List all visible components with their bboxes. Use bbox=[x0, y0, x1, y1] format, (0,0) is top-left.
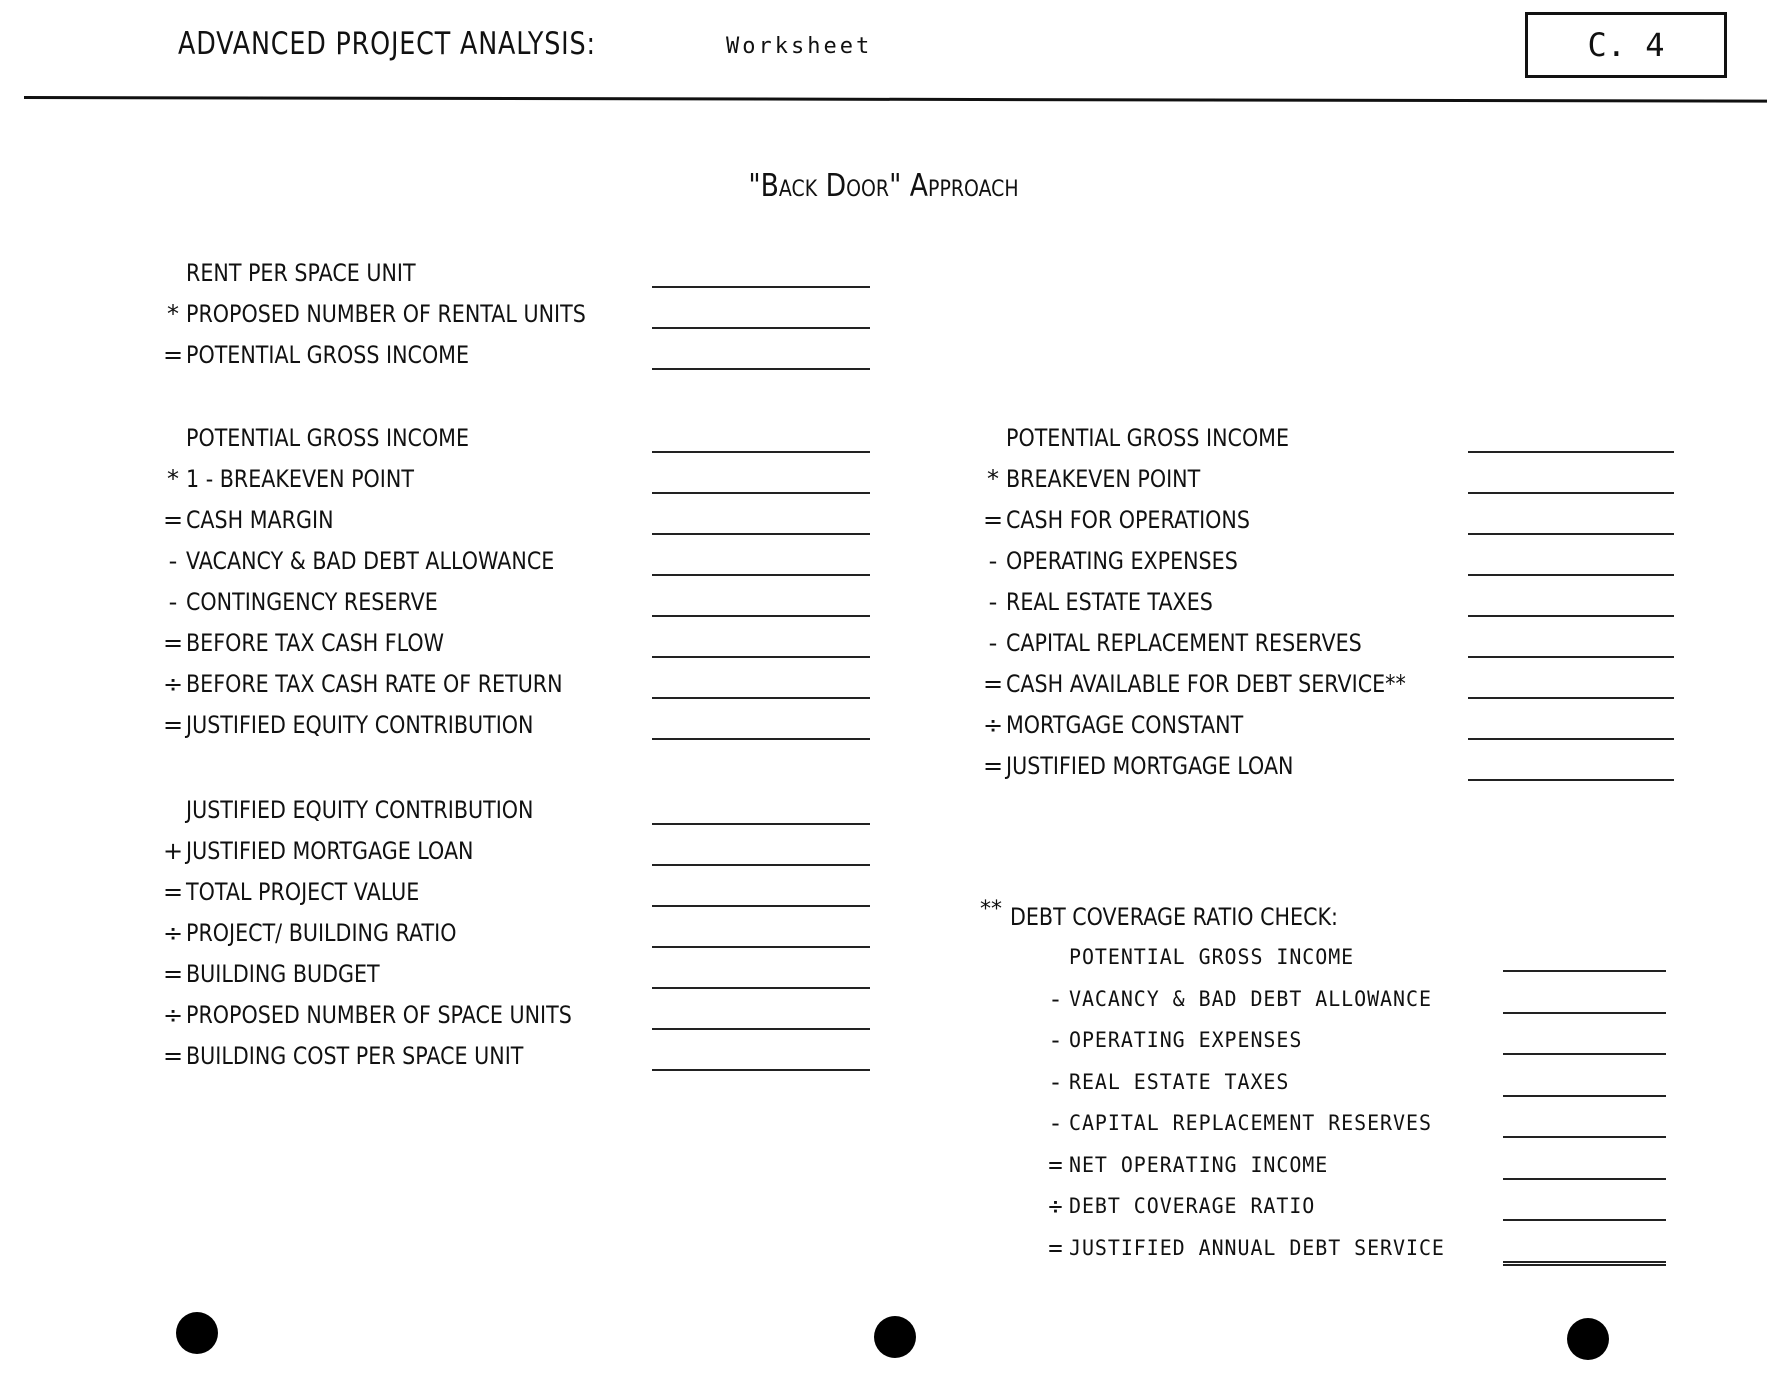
worksheet-row bbox=[160, 667, 624, 701]
row-operator: - bbox=[168, 547, 178, 575]
entry-blank-line[interactable] bbox=[652, 533, 870, 535]
row-operator: - bbox=[1048, 1109, 1064, 1137]
worksheet-row bbox=[1043, 1106, 1451, 1140]
page-code-box bbox=[1525, 12, 1727, 78]
entry-blank-line[interactable] bbox=[652, 615, 870, 617]
entry-blank-line[interactable] bbox=[652, 697, 870, 699]
row-label: POTENTIAL GROSS INCOME bbox=[186, 424, 470, 452]
row-label: BEFORE TAX CASH RATE OF RETURN bbox=[186, 670, 563, 698]
row-label: CASH AVAILABLE FOR DEBT SERVICE** bbox=[1006, 670, 1406, 698]
worksheet-row bbox=[160, 957, 411, 991]
row-operator: ÷ bbox=[162, 1001, 184, 1029]
worksheet-row bbox=[160, 708, 590, 742]
row-operator: ÷ bbox=[1048, 1192, 1064, 1220]
row-label: OPERATING EXPENSES bbox=[1069, 1028, 1303, 1052]
binder-hole-left bbox=[176, 1312, 218, 1354]
row-operator: ÷ bbox=[162, 670, 184, 698]
entry-blank-line[interactable] bbox=[652, 1069, 870, 1071]
row-label: POTENTIAL GROSS INCOME bbox=[1069, 945, 1355, 969]
entry-blank-line[interactable] bbox=[652, 656, 870, 658]
row-label: BREAKEVEN POINT bbox=[1006, 465, 1201, 493]
entry-blank-line[interactable] bbox=[652, 492, 870, 494]
entry-blank-line[interactable] bbox=[1468, 615, 1674, 617]
row-operator: - bbox=[168, 588, 178, 616]
entry-blank-line[interactable] bbox=[652, 946, 870, 948]
row-operator: ÷ bbox=[982, 711, 1004, 739]
worksheet-row bbox=[1043, 982, 1451, 1016]
worksheet-row bbox=[160, 338, 515, 372]
worksheet-row bbox=[1043, 1065, 1301, 1099]
worksheet-row bbox=[980, 626, 1420, 660]
row-label: PROJECT/ BUILDING RATIO bbox=[186, 919, 457, 947]
row-operator: * bbox=[987, 465, 999, 493]
entry-blank-line[interactable] bbox=[652, 574, 870, 576]
entry-blank-line[interactable] bbox=[1468, 533, 1674, 535]
header-subtitle: Worksheet bbox=[726, 34, 873, 59]
row-operator: - bbox=[1048, 1026, 1064, 1054]
row-operator: - bbox=[988, 547, 998, 575]
entry-blank-line[interactable] bbox=[652, 368, 870, 370]
entry-blank-line[interactable] bbox=[1468, 492, 1674, 494]
worksheet-row bbox=[160, 256, 453, 290]
entry-blank-line[interactable] bbox=[652, 451, 870, 453]
worksheet-row bbox=[980, 585, 1247, 619]
row-label: CAPITAL REPLACEMENT RESERVES bbox=[1069, 1111, 1432, 1135]
row-label: OPERATING EXPENSES bbox=[1006, 547, 1238, 575]
row-label: JUSTIFIED MORTGAGE LOAN bbox=[1006, 752, 1294, 780]
row-label: JUSTIFIED EQUITY CONTRIBUTION bbox=[186, 711, 534, 739]
row-operator: = bbox=[1048, 1150, 1064, 1179]
row-label: MORTGAGE CONSTANT bbox=[1006, 711, 1244, 739]
row-label: BUILDING BUDGET bbox=[186, 960, 380, 988]
entry-blank-line[interactable] bbox=[1468, 451, 1674, 453]
row-label: JUSTIFIED EQUITY CONTRIBUTION bbox=[186, 796, 534, 824]
row-label: BUILDING COST PER SPACE UNIT bbox=[186, 1042, 524, 1070]
row-operator: = bbox=[162, 878, 184, 906]
entry-blank-line[interactable] bbox=[652, 823, 870, 825]
entry-blank-line[interactable] bbox=[652, 1028, 870, 1030]
entry-blank-line[interactable] bbox=[1503, 970, 1666, 972]
worksheet-row bbox=[1043, 1023, 1315, 1057]
entry-blank-line[interactable] bbox=[1503, 1219, 1666, 1221]
row-label: POTENTIAL GROSS INCOME bbox=[1006, 424, 1290, 452]
worksheet-row bbox=[980, 544, 1276, 578]
worksheet-row bbox=[160, 793, 590, 827]
worksheet-row bbox=[980, 749, 1340, 783]
worksheet-row bbox=[160, 834, 520, 868]
row-label: CASH FOR OPERATIONS bbox=[1006, 506, 1250, 534]
entry-blank-line[interactable] bbox=[1468, 574, 1674, 576]
row-operator: = bbox=[1048, 1233, 1064, 1262]
row-operator: + bbox=[162, 837, 184, 865]
row-operator: - bbox=[1048, 1067, 1064, 1096]
row-operator: = bbox=[982, 670, 1004, 698]
worksheet-row bbox=[1043, 1189, 1328, 1223]
row-label: REAL ESTATE TAXES bbox=[1006, 588, 1213, 616]
row-operator: = bbox=[162, 1042, 184, 1070]
row-operator: = bbox=[982, 752, 1004, 780]
worksheet-row bbox=[160, 421, 515, 455]
row-label: VACANCY & BAD DEBT ALLOWANCE bbox=[1069, 986, 1432, 1011]
entry-blank-line[interactable] bbox=[1503, 1261, 1666, 1266]
entry-blank-line[interactable] bbox=[1468, 738, 1674, 740]
entry-blank-line[interactable] bbox=[1468, 779, 1674, 781]
entry-blank-line[interactable] bbox=[652, 327, 870, 329]
worksheet-row bbox=[160, 875, 457, 909]
entry-blank-line[interactable] bbox=[1503, 1095, 1666, 1097]
row-operator: - bbox=[988, 588, 998, 616]
worksheet-row bbox=[160, 1039, 578, 1073]
row-label: CAPITAL REPLACEMENT RESERVES bbox=[1006, 629, 1362, 657]
worksheet-row bbox=[1043, 940, 1369, 974]
row-label: PROPOSED NUMBER OF SPACE UNITS bbox=[186, 1001, 572, 1029]
row-operator: = bbox=[162, 341, 184, 369]
row-label: 1 - BREAKEVEN POINT bbox=[186, 465, 414, 493]
entry-blank-line[interactable] bbox=[652, 864, 870, 866]
row-operator: = bbox=[162, 629, 184, 657]
entry-blank-line[interactable] bbox=[1503, 1053, 1666, 1055]
worksheet-row bbox=[1043, 1231, 1465, 1265]
worksheet-row bbox=[160, 585, 479, 619]
row-label: VACANCY & BAD DEBT ALLOWANCE bbox=[186, 547, 555, 575]
row-label: RENT PER SPACE UNIT bbox=[186, 259, 416, 287]
row-label: CASH MARGIN bbox=[186, 506, 334, 534]
binder-hole-center bbox=[874, 1316, 916, 1358]
entry-blank-line[interactable] bbox=[652, 286, 870, 288]
row-operator: - bbox=[1048, 984, 1064, 1013]
worksheet-row bbox=[980, 503, 1290, 537]
worksheet-row bbox=[980, 708, 1282, 742]
worksheet-row bbox=[160, 916, 501, 950]
worksheet-row bbox=[160, 544, 614, 578]
entry-blank-line[interactable] bbox=[1468, 697, 1674, 699]
entry-blank-line[interactable] bbox=[1468, 656, 1674, 658]
worksheet-row bbox=[1043, 1148, 1342, 1182]
dcr-heading-label: DEBT COVERAGE RATIO CHECK: bbox=[1010, 903, 1338, 931]
row-label: PROPOSED NUMBER OF RENTAL UNITS bbox=[186, 300, 586, 328]
page-code: C. 4 bbox=[1587, 26, 1665, 64]
worksheet-row bbox=[160, 626, 486, 660]
worksheet-row bbox=[160, 503, 358, 537]
row-operator: * bbox=[167, 465, 179, 493]
row-label: REAL ESTATE TAXES bbox=[1069, 1069, 1290, 1094]
row-label: CONTINGENCY RESERVE bbox=[186, 588, 438, 616]
row-label: TOTAL PROJECT VALUE bbox=[186, 878, 420, 906]
worksheet-row bbox=[980, 667, 1471, 701]
worksheet-row bbox=[160, 998, 635, 1032]
row-label: POTENTIAL GROSS INCOME bbox=[186, 341, 470, 369]
entry-blank-line[interactable] bbox=[652, 738, 870, 740]
dcr-marker: ** bbox=[980, 896, 1002, 922]
header-divider bbox=[24, 96, 1767, 103]
row-label: BEFORE TAX CASH FLOW bbox=[186, 629, 445, 657]
row-label: JUSTIFIED ANNUAL DEBT SERVICE bbox=[1069, 1235, 1445, 1260]
row-operator: * bbox=[167, 300, 179, 328]
entry-blank-line[interactable] bbox=[652, 987, 870, 989]
entry-blank-line[interactable] bbox=[1503, 1136, 1666, 1138]
binder-hole-right bbox=[1567, 1318, 1609, 1360]
row-operator: = bbox=[162, 711, 184, 739]
row-operator: = bbox=[162, 506, 184, 534]
worksheet-row bbox=[980, 462, 1232, 496]
dcr-heading bbox=[980, 896, 1391, 934]
worksheet-row bbox=[160, 462, 451, 496]
entry-blank-line[interactable] bbox=[1503, 1178, 1666, 1180]
entry-blank-line[interactable] bbox=[1503, 1012, 1666, 1014]
row-operator: ÷ bbox=[162, 919, 184, 947]
header-title: ADVANCED PROJECT ANALYSIS: bbox=[178, 26, 596, 62]
row-label: NET OPERATING INCOME bbox=[1069, 1152, 1329, 1177]
row-operator: = bbox=[982, 506, 1004, 534]
row-operator: - bbox=[988, 629, 998, 657]
row-operator: = bbox=[162, 960, 184, 988]
row-label: DEBT COVERAGE RATIO bbox=[1069, 1194, 1316, 1218]
worksheet-row bbox=[160, 297, 651, 331]
entry-blank-line[interactable] bbox=[652, 905, 870, 907]
row-label: JUSTIFIED MORTGAGE LOAN bbox=[186, 837, 474, 865]
section-title: "Back Door" Approach bbox=[748, 168, 1019, 204]
worksheet-row bbox=[980, 421, 1335, 455]
